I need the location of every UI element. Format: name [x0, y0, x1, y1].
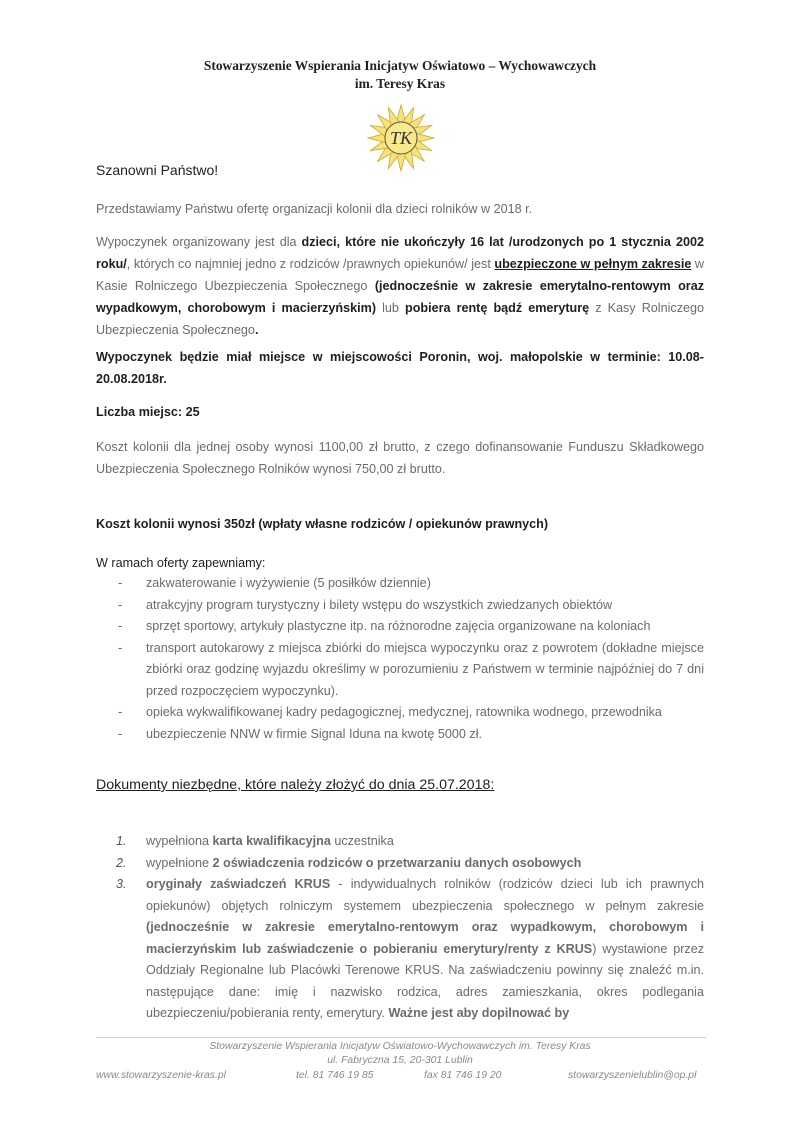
document-text: uczestnika — [330, 834, 394, 848]
footer-address: ul. Fabryczna 15, 20-301 Lublin — [327, 1055, 473, 1066]
eligibility-text: Wypoczynek organizowany jest dla — [96, 235, 302, 249]
offer-item-text: atrakcyjny program turystyczny i bilety wstępu do wszystkich zwiedzanych obiektów — [146, 597, 613, 612]
dash-bullet-icon: - — [118, 597, 123, 612]
document-bold: 2 oświadczenia rodziców o przetwarzaniu danych osobowych — [212, 855, 582, 870]
document-bold: karta kwalifikacyjna — [212, 834, 331, 848]
location-paragraph: Wypoczynek będzie miał miejsce w miejscowości Poronin, woj. małopolskie w terminie: 10.08-20.08.2018r. — [96, 350, 704, 386]
organization-patron: im. Teresy Kras — [354, 76, 446, 91]
document-bold: (jednocześnie w zakresie emerytalno-rentowym oraz wypadkowym, chorobowym i macierzyńskim lub zaświadczenie o pobieraniu emerytury/renty z KRUS — [146, 920, 704, 956]
offer-list — [96, 573, 704, 745]
document-text: wypełnione — [146, 855, 213, 870]
eligibility-paragraph — [96, 231, 704, 341]
dash-bullet-icon: - — [118, 619, 123, 633]
offer-item-text: ubezpieczenie NNW w firmie Signal Iduna na kwotę 5000 zł. — [146, 726, 483, 741]
dash-bullet-icon: - — [118, 576, 123, 590]
eligibility-text: w Kasie Rolniczego Ubezpieczenia Społecznego — [96, 257, 705, 293]
documents-list-item — [96, 874, 704, 1025]
document-text: wypełniona — [146, 834, 213, 848]
documents-list-item — [96, 831, 704, 853]
eligibility-insured-underlined: ubezpieczone w pełnym zakresie — [494, 257, 692, 271]
offer-title-colon: : — [261, 556, 266, 570]
list-number: 3. — [116, 877, 127, 891]
footer-email-link[interactable]: stowarzyszenielublin@op.pl — [568, 1070, 697, 1081]
offer-item-text: transport autokarowy z miejsca zbiórki do miejsca wypoczynku oraz z powrotem (dokładne miejsce zbiórki oraz godzinę wyjazdu określimy w porozumieniu z Państwem w terminie najpóźniej do 7 dni przed rozpoczęciem wypoczynku). — [146, 640, 704, 698]
offer-item-text: sprzęt sportowy, artykuły plastyczne itp. na różnorodne zajęcia organizowane na koloniach — [146, 619, 651, 633]
offer-list-item — [96, 638, 704, 703]
dash-bullet-icon: - — [118, 705, 123, 719]
intro-paragraph: Przedstawiamy Państwu ofertę organizacji kolonii dla dzieci rolników w 2018 r. — [96, 202, 533, 216]
document-text: - indywidualnych rolników (rodziców dzieci lub ich prawnych opiekunów) objętych rolniczym systemem ubezpieczenia społecznego w pełnym zakresie — [146, 877, 704, 913]
organization-name: Stowarzyszenie Wspierania Inicjatyw Oświatowo – Wychowawczych — [203, 58, 597, 73]
offer-list-item — [96, 616, 704, 638]
documents-list-item — [96, 853, 704, 875]
eligibility-age-bold: dzieci, które nie ukończyły 16 lat /urodzonych po 1 stycznia 2002 roku/ — [96, 235, 704, 271]
footer-fax: fax 81 746 19 20 — [424, 1070, 502, 1081]
footer-website-link[interactable]: www.stowarzyszenie-kras.pl — [96, 1070, 226, 1081]
sun-logo-icon — [366, 104, 436, 172]
document-bold: oryginały zaświadczeń KRUS — [146, 877, 331, 891]
offer-list-item — [96, 595, 704, 617]
dash-bullet-icon: - — [118, 640, 123, 655]
places-count: Liczba miejsc: 25 — [96, 405, 200, 419]
footer-phone: tel. 81 746 19 85 — [296, 1070, 374, 1081]
offer-list-item — [96, 573, 704, 595]
offer-list-item — [96, 702, 704, 724]
eligibility-text: z Kasy Rolniczego Ubezpieczenia Społecznego — [96, 301, 704, 337]
list-number: 1. — [116, 834, 127, 848]
dash-bullet-icon: - — [118, 726, 123, 741]
list-number: 2. — [116, 855, 127, 870]
cost-info-paragraph: Koszt kolonii dla jednej osoby wynosi 1100,00 zł brutto, z czego dofinansowanie Funduszu Składkowego Ubezpieczenia Społecznego Rolników wynosi 750,00 zł brutto. — [96, 440, 704, 476]
greeting: Szanowni Państwo! — [96, 162, 219, 178]
offer-item-text: zakwaterowanie i wyżywienie (5 posiłków dziennie) — [146, 576, 431, 590]
document-text: ) wystawione przez Oddziały Regionalne lub Placówki Terenowe KRUS. Na zaświadczeniu powinny się znaleźć m.in. następujące dane: imię i nazwisko rodzica, adres zamieszkania, okres podlegania ubezpieczeniu/pobierania renty, emerytury. — [146, 941, 704, 1020]
offer-title — [96, 552, 704, 574]
offer-title-text: W ramach oferty zapewniamy — [96, 556, 262, 570]
eligibility-text: , których co najmniej jedno z rodziców /prawnych opiekunów/ jest — [126, 257, 495, 271]
eligibility-scope-bold: (jednocześnie w zakresie emerytalno-rentowym oraz wypadkowym, chorobowym i macierzyńskim) — [96, 279, 704, 315]
document-bold: Ważne jest aby dopilnować by — [388, 1006, 570, 1020]
eligibility-text: lub — [376, 301, 405, 315]
eligibility-pension-bold: pobiera rentę bądź emeryturę — [405, 301, 590, 315]
own-cost-paragraph: Koszt kolonii wynosi 350zł (wpłaty własne rodziców / opiekunów prawnych) — [96, 517, 549, 531]
offer-item-text: opieka wykwalifikowanej kadry pedagogicznej, medycznej, ratownika wodnego, przewodnika — [146, 705, 662, 719]
documents-list — [96, 831, 704, 1025]
eligibility-period: . — [254, 323, 259, 337]
documents-heading: Dokumenty niezbędne, które należy złożyć do dnia 25.07.2018: — [96, 777, 495, 793]
logo-initials: TK — [389, 128, 413, 148]
footer-divider — [96, 1037, 706, 1038]
footer-organization: Stowarzyszenie Wspierania Inicjatyw Oświatowo-Wychowawczych im. Teresy Kras — [209, 1041, 591, 1052]
offer-list-item — [96, 724, 704, 746]
